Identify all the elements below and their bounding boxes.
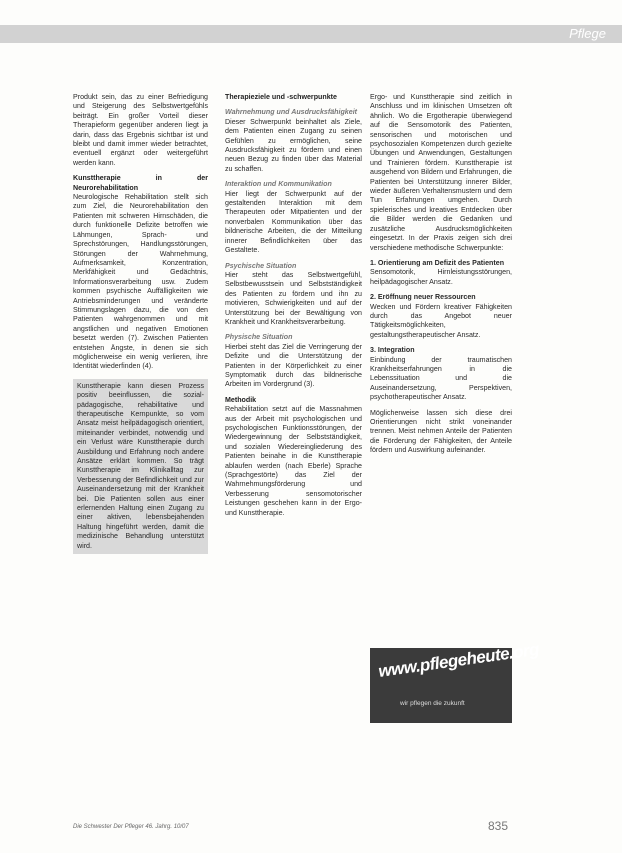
section-heading: Methodik <box>225 395 257 404</box>
column-2 <box>225 93 362 518</box>
list-item-title: 2. Eröffnung neuer Ressourcen <box>370 293 476 302</box>
section-label: Pflege <box>569 26 606 41</box>
column-1 <box>73 93 208 554</box>
body-paragraph: Hier steht das Selbstwertgefühl, Selbstbewusstsein und Selbstständigkeit des Patienten zu fördern und ihn zu motivieren, Schwierigkeiten und auf der Unterstützung bei der Bewältigung von Krankheit und Krankheitsverarbeitung. <box>225 270 362 326</box>
highlight-text: Kunsttherapie kann diesen Prozess positiv beeinflussen, die sozial- pädagogische, rehabilitative und therapeutische Kernpunkte, so vom Ansatz meist heilpädagogisch orientiert, miteinander verbindet, notwendig und ein Verlust wäre Kunsttherapie durch Ausbildung und Erfahrung noch andere Ansätze erklärt kommen. So trägt Kunsttherapie im Klinikalltag zur Verbesserung der Befindlichkeit und zur Auseinandersetzung mit der Krankheit bei. Die Patienten sollen aus einer erlernenden Haltung einen Zugang zu einer aktiven, lebensbejahenden Haltung hingeführt werden, damit die medizinische Behandlung unterstützt wird. <box>77 381 204 550</box>
advertisement-banner[interactable] <box>370 639 541 723</box>
subheading: Physische Situation <box>225 333 293 342</box>
page-number: 835 <box>488 819 509 833</box>
body-paragraph: Hier liegt der Schwerpunkt auf der gestaltenden Interaktion mit dem Therapeuten oder Mitpatienten und der nonverbalen Kommunikation über das bildnerische Arbeiten, die der Mitteilung innerer Befindlichkeiten über das Gestaltete. <box>225 189 362 255</box>
intro-paragraph: Ergo- und Kunsttherapie sind zeitlich in Anschluss und im klinischen Umsetzen oft ähnlich. Wo die Ergotherapie überwiegend auf die Sensomotorik des Patienten, sensorischen und motorischen und psychosozialen Kompetenzen durch gezielte Übungen und Anwendungen, Gestaltungen und Trainieren fördern. Kunsttherapie ist ausgehend von Bildern und Erfahrungen, die Patienten bei Unterstützung innerer Bilder, wieder äußeren Verhaltensmustern und dem Tun Erfahrungen umgehen. Durch spielerisches und kreatives Entdecken über die Bilder werden die Gedanken und zusätzliche Ausdrucksmöglichkeiten eingesetzt. In der Praxis zeigen sich drei verschiedene methodische Schwerpunkte: <box>370 93 512 252</box>
subheading: Interaktion und Kommunikation <box>225 180 332 189</box>
column-3 <box>370 93 512 456</box>
closing-paragraph: Möglicherweise lassen sich diese drei Orientierungen nicht strikt voneinander trennen. Meist nehmen Anteile der Patienten die Förderung der Fähigkeiten, der Anteile fördern und Auswirkung aufeinander. <box>370 408 512 455</box>
body-paragraph: Hierbei steht das Ziel die Verringerung der Defizite und die Unterstützung der Patienten in der Körperlichkeit zu einer Symptomatik durch das bildnerische Arbeiten im Vordergrund (3). <box>225 342 362 389</box>
section-heading: Kunsttherapie in der Neurorehabilitation <box>73 174 208 192</box>
header-bar <box>0 25 622 43</box>
highlight-box <box>73 379 208 554</box>
list-item-body: Sensomotorik, Hirnleistungsstörungen, heilpädagogischer Ansatz. <box>370 268 512 286</box>
ad-tagline: wir pflegen die zukunft <box>400 700 465 707</box>
ad-logo: www.pflegeheute.org <box>377 639 541 682</box>
subheading: Psychische Situation <box>225 261 297 270</box>
intro-paragraph: Produkt sein, das zu einer Befriedigung und Steigerung des Selbstwertgefühls beiträgt. Ein großer Vorteil dieser Therapieform gegenüber anderen liegt ja darin, dass das Ergebnis sichtbar ist und bleibt und damit immer wieder betrachtet, eventuell ergänzt oder weitergeführt werden kann. <box>73 93 208 167</box>
list-item-body: Einbindung der traumatischen Krankheitserfahrungen in die Lebenssituation und die Auseinandersetzung, Perspektiven, psychotherapeutischer Ansatz. <box>370 355 512 402</box>
body-paragraph: Neurologische Rehabilitation stellt sich zum Ziel, die Neurorehabilitation den Patienten mit schweren Hirnschäden, die durch funktionelle Defizite betroffen wie Lähmungen, Sprach- und Sprechstörungen, Handlungsstörungen, Störungen der Wahrnehmung, Aufmerksamkeit, Konzentration, Merkfähigkeit und Gedächtnis, Informationsverarbeitung usw. Zudem kommen psychische Auffälligkeiten wie Antriebsminderungen und veränderte Stimmungslagen dazu, die von den Patienten wahrgenommen und mit angstlichen und negativen Emotionen besetzt werden (7). Zwischen Patienten entstehen Ängste, in denen sie sich möglicherweise ein wenig verlieren, ihre Identität wiederfinden (4). <box>73 193 208 371</box>
list-item-body: Wecken und Fördern kreativer Fähigkeiten durch das Angebot neuer Tätigkeitsmöglichkeiten, gestaltungstherapeutischer Ansatz. <box>370 302 512 339</box>
list-item-title: 1. Orientierung am Defizit des Patienten <box>370 258 505 267</box>
list-item-title: 3. Integration <box>370 346 415 355</box>
subheading: Wahrnehmung und Ausdrucksfähigkeit <box>225 108 358 117</box>
footer-citation: Die Schwester Der Pfleger 46. Jahrg. 10/07 <box>73 824 189 830</box>
body-paragraph: Dieser Schwerpunkt beinhaltet als Ziele, dem Patienten einen Zugang zu seinen Gefühlen zu ermöglichen, seine Ausdrucksfähigkeit zu fördern und einen neuen Bezug zu finden über das Material zu schaffen. <box>225 117 362 173</box>
section-heading: Therapieziele und -schwerpunkte <box>225 93 337 101</box>
body-paragraph: Rehabilitation setzt auf die Massnahmen aus der Arbeit mit psychologischen und psychologischen Funktionsstörungen, der Wiedergewinnung der Selbstständigkeit, und sozialen Wiedereingliederung des Patienten beinahe in die Kunsttherapie ablaufen werden (nach Eberle) Sprache (Sprachgestörte) das Ziel der Wahrnehmungsförderung und Verbesserung sensomotorischer Leistungen geschehen kann in der Ergo- und Kunsttherapie. <box>225 405 362 517</box>
